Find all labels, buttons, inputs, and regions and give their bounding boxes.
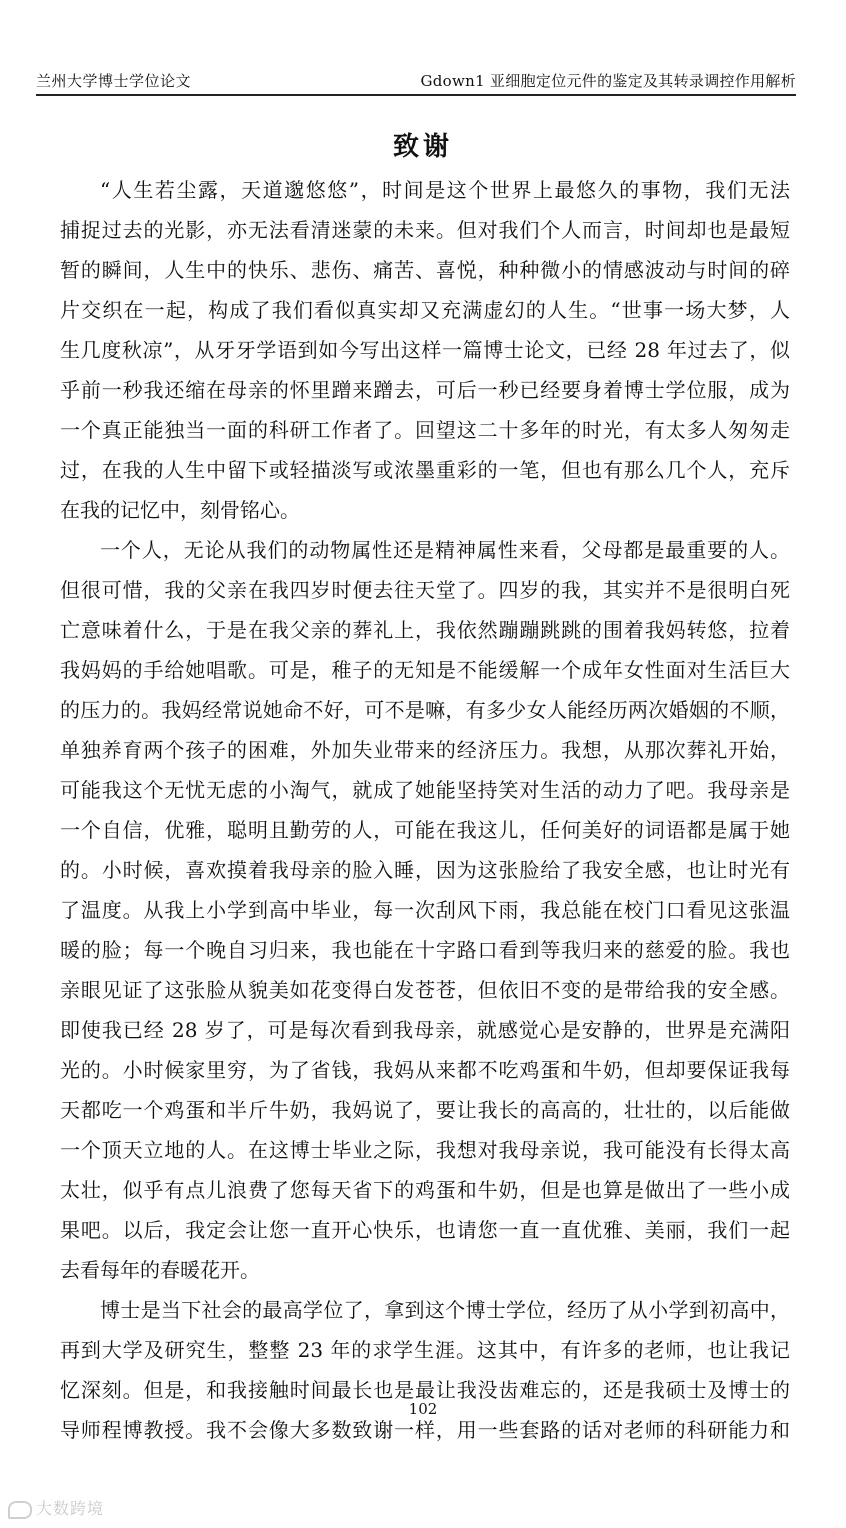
watermark-text: 大数跨境 [36, 1499, 105, 1518]
watermark [8, 1496, 104, 1519]
document-body [60, 170, 790, 1450]
text-line: 导师程博教授。我不会像大多数致谢一样，用一些套路的话对老师的科研能力和 [60, 1418, 790, 1442]
text-line: 捕捉过去的光影，亦无法看清迷蒙的未来。但对我们个人而言，时间却也是最短 [60, 218, 790, 242]
running-header [36, 70, 796, 96]
text-line: 亲眼见证了这张脸从貌美如花变得白发苍苍，但依旧不变的是带给我的安全感。 [60, 978, 790, 1002]
page-title: 致谢 [392, 132, 453, 162]
text-line: 一个顶天立地的人。在这博士毕业之际，我想对我母亲说，我可能没有长得太高 [60, 1138, 790, 1162]
text-line: 天都吃一个鸡蛋和半斤牛奶，我妈说了，要让我长的高高的，壮壮的，以后能做 [60, 1098, 790, 1122]
header-thesis-title: Gdown1 亚细胞定位元件的鉴定及其转录调控作用解析 [420, 72, 796, 90]
text-line: 一个真正能独当一面的科研工作者了。回望这二十多年的时光，有太多人匆匆走 [60, 418, 790, 442]
text-line: 乎前一秒我还缩在母亲的怀里蹭来蹭去，可后一秒已经要身着博士学位服，成为 [60, 378, 790, 402]
header-university-title: 兰州大学博士学位论文 [36, 72, 192, 90]
text-line: 一个自信，优雅，聪明且勤劳的人，可能在我这儿，任何美好的词语都是属于她 [60, 818, 790, 842]
text-line: 暂的瞬间，人生中的快乐、悲伤、痛苦、喜悦，种种微小的情感波动与时间的碎 [60, 258, 790, 282]
text-line: 即使我已经 28 岁了，可是每次看到我母亲，就感觉心是安静的，世界是充满阳 [60, 1018, 790, 1042]
text-line: 的压力的。我妈经常说她命不好，可不是嘛，有多少女人能经历两次婚姻的不顺， [60, 698, 790, 722]
text-line: 亡意味着什么，于是在我父亲的葬礼上，我依然蹦蹦跳跳的围着我妈转悠，拉着 [60, 618, 790, 642]
page-number: 102 [408, 1400, 438, 1418]
text-line: 一个人，无论从我们的动物属性还是精神属性来看，父母都是最重要的人。 [100, 538, 790, 562]
text-line: 太壮，似乎有点儿浪费了您每天省下的鸡蛋和牛奶，但是也算是做出了一些小成 [60, 1178, 790, 1202]
text-line: 过，在我的人生中留下或轻描淡写或浓墨重彩的一笔，但也有那么几个人，充斥 [60, 458, 790, 482]
text-line: 再到大学及研究生，整整 23 年的求学生涯。这其中，有许多的老师，也让我记 [60, 1338, 790, 1362]
text-line: 了温度。从我上小学到高中毕业，每一次刮风下雨，我总能在校门口看见这张温 [60, 898, 790, 922]
text-line: 暖的脸；每一个晚自习归来，我也能在十字路口看到等我归来的慈爱的脸。我也 [60, 938, 790, 962]
text-line: 在我的记忆中，刻骨铭心。 [60, 498, 300, 522]
text-line: 可能我这个无忧无虑的小淘气，就成了她能坚持笑对生活的动力了吧。我母亲是 [60, 778, 790, 802]
text-line: 去看每年的春暖花开。 [60, 1258, 260, 1282]
text-line: 但很可惜，我的父亲在我四岁时便去往天堂了。四岁的我，其实并不是很明白死 [60, 578, 790, 602]
text-line: 我妈妈的手给她唱歌。可是，稚子的无知是不能缓解一个成年女性面对生活巨大 [60, 658, 790, 682]
text-line: 果吧。以后，我定会让您一直开心快乐，也请您一直一直优雅、美丽，我们一起 [60, 1218, 790, 1242]
watermark-logo-icon [8, 1501, 32, 1519]
text-line: 片交织在一起，构成了我们看似真实却又充满虚幻的人生。“世事一场大梦，人 [60, 298, 790, 322]
text-line: 忆深刻。但是，和我接触时间最长也是最让我没齿难忘的，还是我硕士及博士的 [60, 1378, 790, 1402]
text-line: 生几度秋凉”，从牙牙学语到如今写出这样一篇博士论文，已经 28 年过去了，似 [60, 338, 790, 362]
text-line: 光的。小时候家里穷，为了省钱，我妈从来都不吃鸡蛋和牛奶，但却要保证我每 [60, 1058, 790, 1082]
text-line: 的。小时候，喜欢摸着我母亲的脸入睡，因为这张脸给了我安全感，也让时光有 [60, 858, 790, 882]
text-line: 单独养育两个孩子的困难，外加失业带来的经济压力。我想，从那次葬礼开始， [60, 738, 790, 762]
text-line: 博士是当下社会的最高学位了，拿到这个博士学位，经历了从小学到初高中， [100, 1298, 790, 1322]
text-line: “人生若尘露，天道邈悠悠”，时间是这个世界上最悠久的事物，我们无法 [100, 178, 790, 202]
